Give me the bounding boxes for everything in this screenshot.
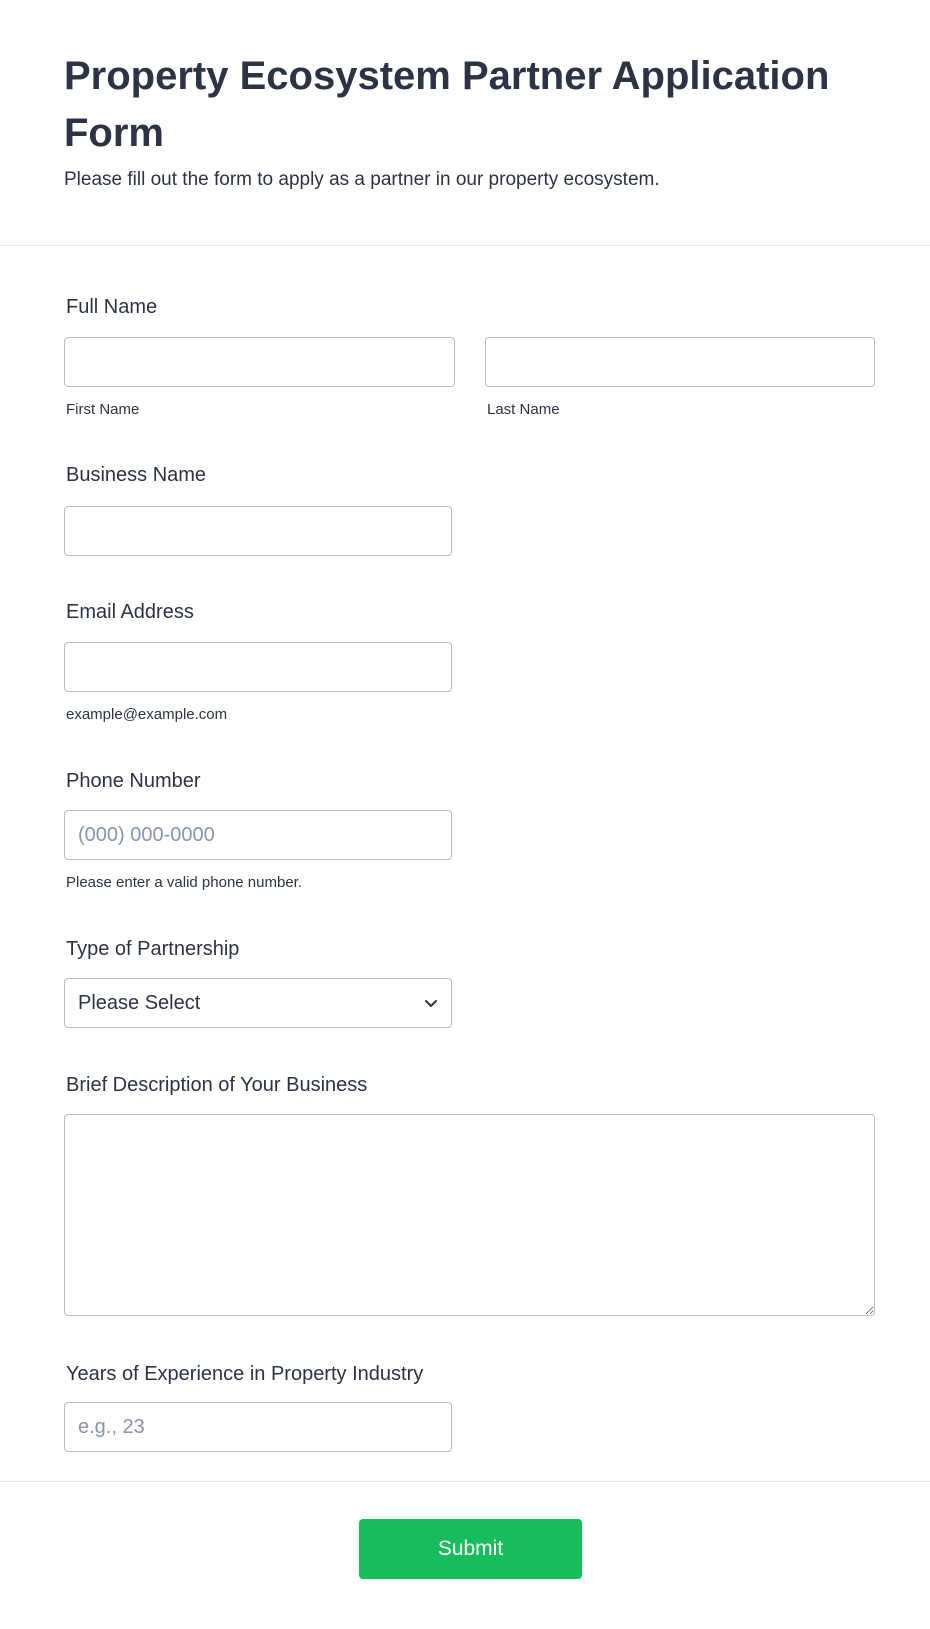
business-name-label: Business Name (66, 464, 207, 486)
partnership-type-selected-value: Please Select (78, 992, 201, 1014)
phone-label: Phone Number (66, 770, 201, 792)
first-name-input[interactable] (64, 337, 455, 387)
page-title: Property Ecosystem Partner Application Form (64, 54, 830, 155)
email-input[interactable] (64, 642, 452, 692)
business-name-input[interactable] (64, 506, 452, 556)
chevron-down-icon (423, 995, 439, 1011)
email-label: Email Address (66, 601, 194, 623)
description-label: Brief Description of Your Business (66, 1074, 368, 1096)
partnership-type-select[interactable] (64, 978, 452, 1028)
phone-sublabel: Please enter a valid phone number. (66, 874, 302, 891)
submit-button[interactable]: Submit (359, 1519, 582, 1579)
full-name-label: Full Name (66, 296, 158, 318)
page-subtitle: Please fill out the form to apply as a partner in our property ecosystem. (64, 169, 660, 190)
form-header (0, 0, 930, 246)
last-name-input[interactable] (485, 337, 875, 387)
last-name-sublabel: Last Name (487, 401, 560, 418)
experience-input[interactable] (64, 1402, 452, 1452)
first-name-sublabel: First Name (66, 401, 140, 418)
phone-input[interactable] (64, 810, 452, 860)
experience-label: Years of Experience in Property Industry (66, 1363, 424, 1385)
description-textarea[interactable] (64, 1114, 875, 1316)
partnership-type-label: Type of Partnership (66, 938, 240, 960)
email-sublabel: example@example.com (66, 706, 228, 723)
